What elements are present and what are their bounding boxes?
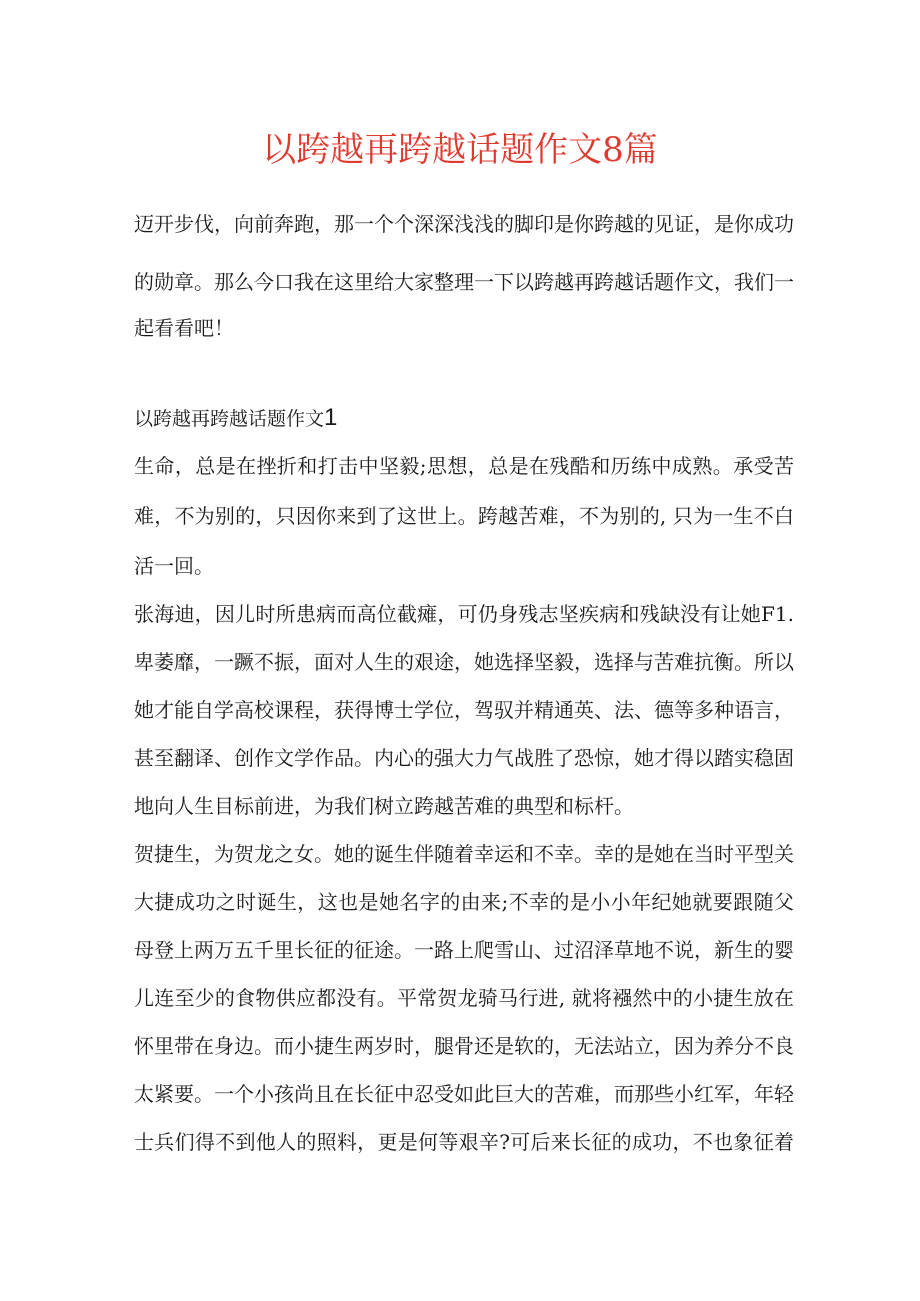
intro-line-1: 迈开步伐，向前奔跑，那一个个深深浅浅的脚印是你跨越的见证，是你成功 [134,212,794,236]
paragraph-1-line-3: 活一回。 [134,554,214,578]
paragraph-3-line-5: 怀里带在身边。而小捷生两岁时，腿骨还是软的，无法站立，因为养分不良 [134,1034,794,1058]
paragraph-2-line-2: 卑萎靡，一蹶不振，面对人生的艰途，她选择坚毅，选择与苦难抗衡。所以 [134,650,794,674]
section-heading [134,398,794,438]
intro-line-2: 的勋章。那么今口我在这里给大家整理一下以跨越再跨越话题作文，我们一 [134,270,794,294]
paragraph-2-line-1: 张海迪，因儿时所患病而高位截瘫，可仍身残志坚疾病和残缺没有让她F1. [134,602,794,626]
paragraph-3-line-4: 儿连至少的食物供应都没有。平常贺龙骑马行进, 就将襁然中的小捷生放在 [134,986,794,1010]
paragraph-1-line-1: 生命，总是在挫折和打击中坚毅;思想，总是在残酷和历练中成熟。承受苦 [134,454,794,478]
paragraph-3-line-6: 太紧要。一个小孩尚且在长征中忍受如此巨大的苦难，而那些小红军，年轻 [134,1082,794,1106]
paragraph-3-line-7: 士兵们得不到他人的照料，更是何等艰辛?可后来长征的成功，不也象征着 [134,1130,794,1154]
document-title: 以跨越再跨越话题作文8篇 [262,130,658,170]
paragraph-3-line-3: 母登上两万五千里长征的征途。一路上爬雪山、过沼泽草地不说，新生的婴 [134,938,794,962]
paragraph-2-line-4: 甚至翻译、创作文学作品。内心的强大力气战胜了恐惊，她才得以踏实稳固 [134,746,794,770]
paragraph-3-line-2: 大捷成功之时诞生，这也是她名字的由来;不幸的是小小年纪她就要跟随父 [134,890,794,914]
section-heading-text: 以跨越再跨越话题作文 [134,408,325,430]
paragraph-2-line-3: 她才能自学高校课程，获得博士学位，驾驭并精通英、法、德等多种语言， [134,698,794,722]
paragraph-2-line-5: 地向人生目标前进，为我们树立跨越苦难的典型和标杆。 [134,794,634,818]
paragraph-1-line-2: 难，不为别的，只因你来到了这世上。跨越苦难，不为别的, 只为一生不白 [134,504,794,528]
intro-line-3: 起看看吧！ [134,316,234,340]
section-heading-number: 1 [324,404,338,431]
paragraph-3-line-1: 贺捷生，为贺龙之女。她的诞生伴随着幸运和不幸。幸的是她在当时平型关 [134,842,794,866]
